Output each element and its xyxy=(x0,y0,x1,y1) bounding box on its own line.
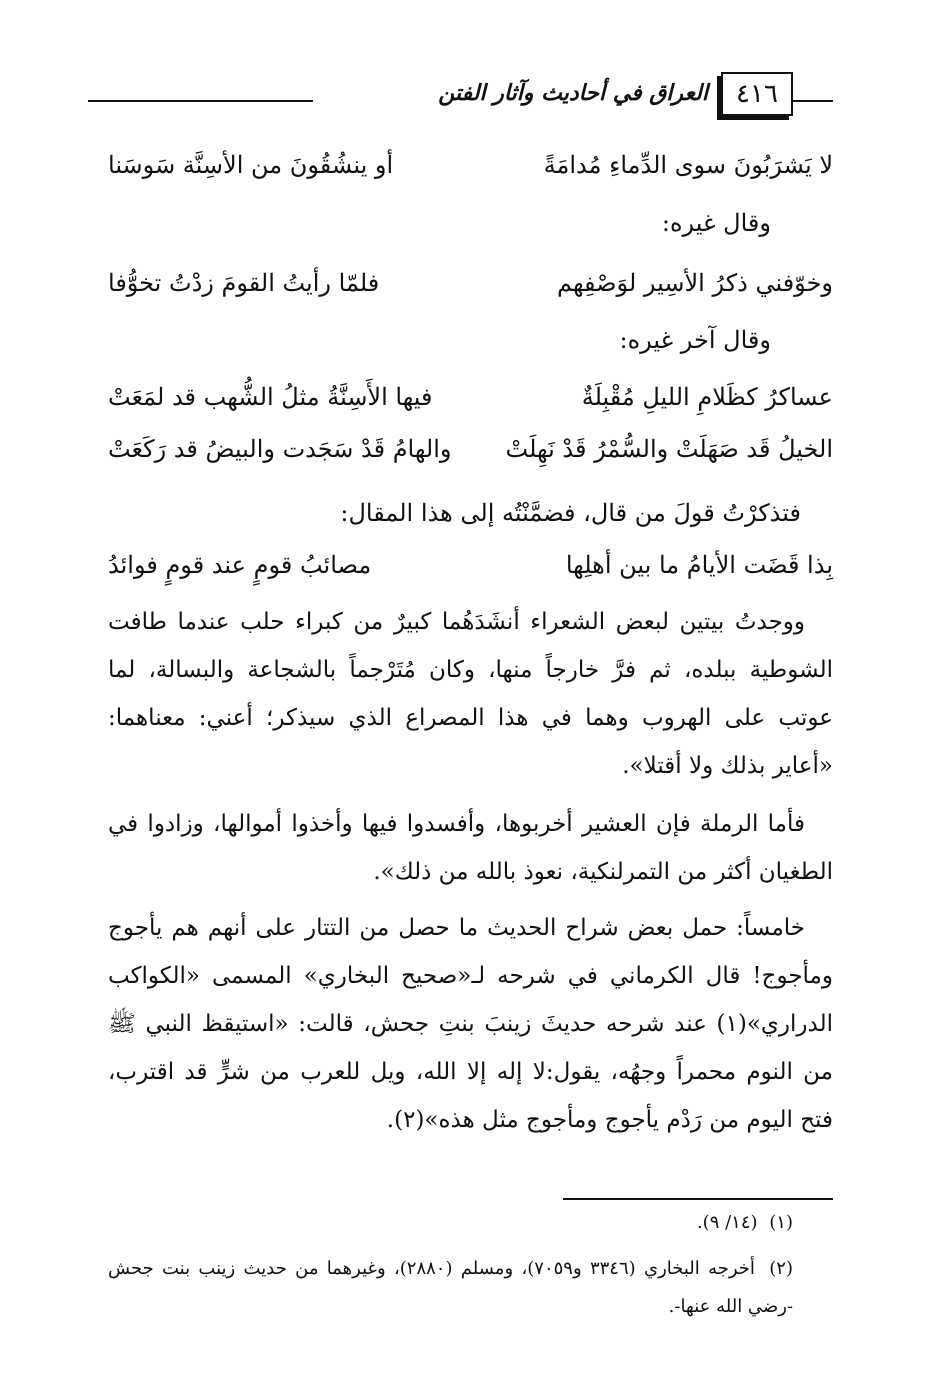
footnotes xyxy=(108,1204,833,1326)
header-rule-left xyxy=(88,100,313,102)
verse-intro: وقال آخر غيره: xyxy=(619,326,771,354)
paragraph-text: فأما الرملة فإن العشير أخربوها، وأفسدوا فيها وأخذوا أموالها، وزادوا في الطغيان أكثر من التمرلنكية، نعوذ بالله من ذلك». xyxy=(108,811,833,885)
verse-hemistich-left: أو ينشُقُونَ من الأسِنَّة سَوسَنا xyxy=(108,151,394,179)
footnote-separator xyxy=(563,1198,833,1200)
verse-hemistich-left: فلمّا رأيتُ القومَ زدْتُ تخوُّفا xyxy=(108,269,380,297)
page-number: ٤١٦ xyxy=(721,72,793,116)
verse-hemistich-right: وخوّفني ذكرُ الأسِير لوَصْفِهم xyxy=(557,269,833,297)
lead-in-text: فتذكرْتُ قولَ من قال، فضمَّنْتُه إلى هذا المقال: xyxy=(340,499,801,527)
verse-line xyxy=(108,372,833,422)
footnote-text: (١٤/ ٩). xyxy=(696,1212,758,1233)
footnote-text: أخرجه البخاري (٣٣٤٦ و٧٠٥٩)، ومسلم (٢٨٨٠)، وغيرهما من حديث زينب بنت جحش -رضي الله عنها-. xyxy=(108,1258,793,1317)
footnote-number: (١) xyxy=(769,1212,793,1233)
page-header xyxy=(88,62,833,124)
verse-line xyxy=(108,424,833,474)
footnote-number: (٢) xyxy=(769,1258,793,1279)
verse-hemistich-right: الخيلُ قَد صَهَلَتْ والسُّمْرُ قَدْ نَهِلَتْ xyxy=(505,435,833,463)
verse-line xyxy=(108,140,833,190)
verse-line xyxy=(108,258,833,308)
verse-hemistich-right: لا يَشرَبُونَ سوى الدِّماءِ مُدامَةً xyxy=(543,151,833,179)
header-rule-right xyxy=(793,100,833,102)
verse-hemistich-left: والهامُ قَدْ سَجَدت والبيضُ قد رَكَعَتْ xyxy=(108,435,452,463)
book-title: العراق في أحاديث وآثار الفتن xyxy=(438,80,708,106)
paragraph xyxy=(108,904,833,1144)
paragraph xyxy=(108,598,833,790)
footnote xyxy=(108,1250,833,1326)
verse-hemistich-left: فيها الأَسِنَّةُ مثلُ الشُّهب قد لمَعَتْ xyxy=(108,383,433,411)
verse-hemistich-right: عساكرُ كظَلامِ الليلِ مُقْبِلَةٌ xyxy=(581,383,833,411)
verse-line xyxy=(108,540,833,590)
verse-hemistich-left: مصائبُ قومٍ عند قومٍ فوائدُ xyxy=(108,551,372,579)
paragraph-text: ووجدتُ بيتين لبعض الشعراء أنشَدَهُما كبيرٌ من كبراء حلب عندما طافت الشوطية ببلده، ثم فرَّ خارجاً منها، وكان مُتَرْجماً بالشجاعة والبسالة، لما عوتب على الهروب وهما في هذا المصراع الذي سيذكر؛ أعني: معناهما: «أعاير بذلك ولا أقتلا». xyxy=(108,609,833,779)
paragraph xyxy=(108,800,833,896)
paragraph-text: خامساً: حمل بعض شراح الحديث ما حصل من التتار على أنهم هم يأجوج ومأجوج! قال الكرماني في شرحه لـ«صحيح البخاري» المسمى «الكواكب الدراري»(١) عند شرحه حديثَ زينبَ بنتِ جحش، قالت: «استيقظ النبي ﷺ من النوم محمراً وجهُه، يقول:لا إله إلا الله، ويل للعرب من شرٍّ قد اقترب، فتح اليوم من رَدْم يأجوج ومأجوج مثل هذه»(٢). xyxy=(108,915,833,1133)
verse-hemistich-right: بِذا قَضَت الأيامُ ما بين أهلِها xyxy=(565,551,833,579)
verse-intro: وقال غيره: xyxy=(661,209,771,237)
footnote xyxy=(108,1204,833,1242)
